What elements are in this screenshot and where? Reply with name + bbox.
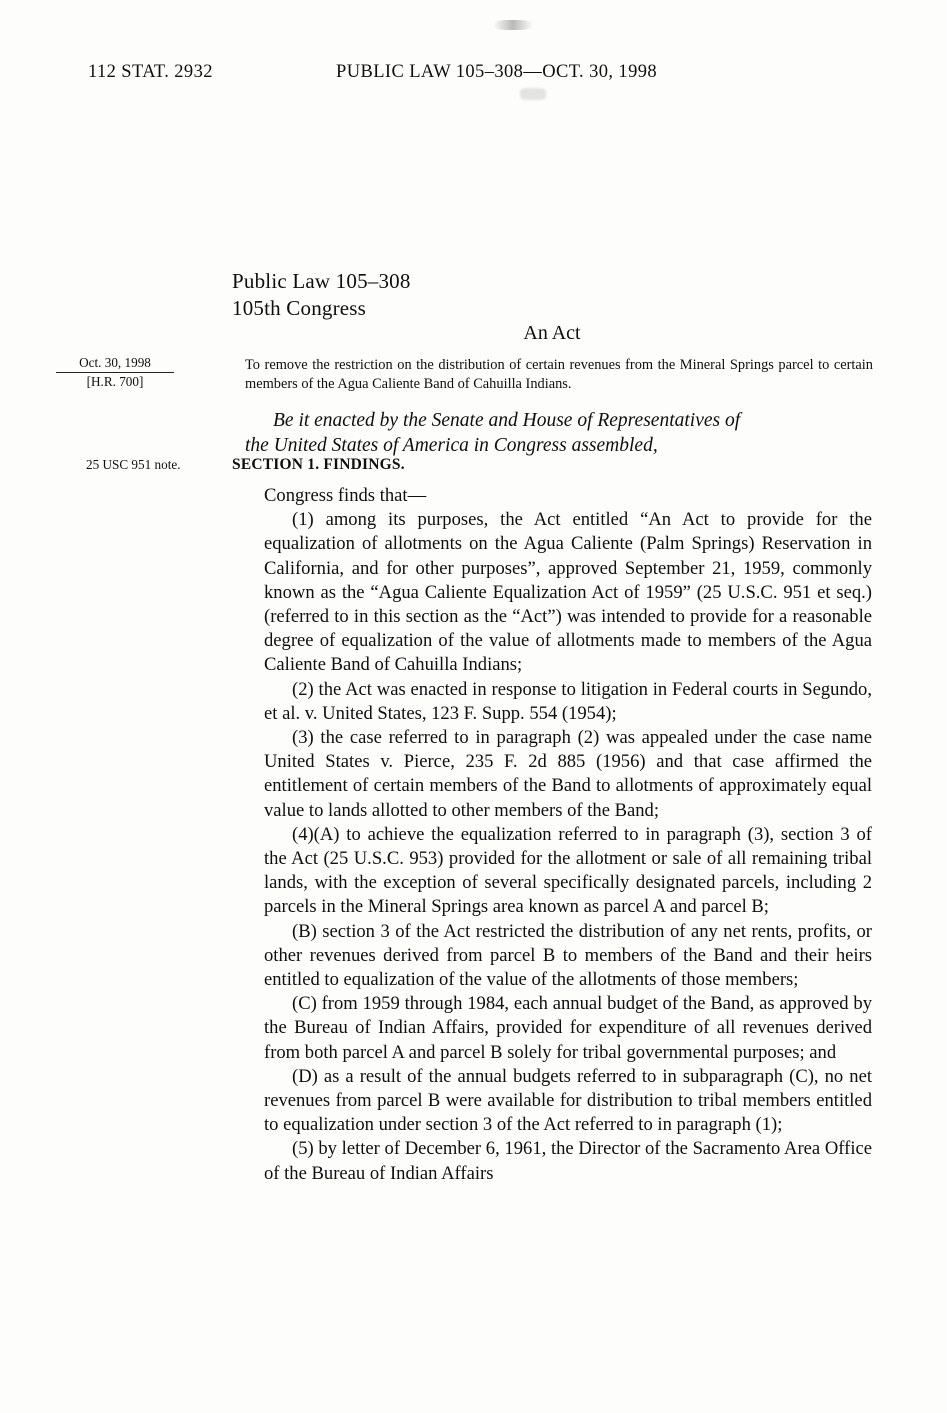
sidenote-usc-note: 25 USC 951 note.	[86, 457, 181, 472]
paragraph: (B) section 3 of the Act restricted the distribution of any net rents, profits, or other revenues derived from parcel B to members of the Band and their heirs entitled to equalization of the value of the allotments of those members;	[264, 920, 872, 991]
paragraph: (C) from 1959 through 1984, each annual budget of the Band, as approved by the Bureau of Indian Affairs, provided for expenditure of all revenues derived from both parcel A and parcel B solely for tribal governmental purposes; and	[264, 993, 872, 1063]
paragraph: (D) as a result of the annual budgets referred to in subparagraph (C), no net revenues from parcel B were available for distribution to tribal members entitled to equalization under section 3 of the Act referred to in paragraph (1);	[264, 1065, 872, 1136]
scan-artifact	[493, 20, 533, 30]
enacting-clause	[245, 408, 873, 458]
paragraph: (2) the Act was enacted in response to litigation in Federal courts in Segundo, et al. v. United States, 123 F. Supp. 554 (1954);	[264, 678, 872, 724]
enacting-clause-line-1: Be it enacted by the Senate and House of Representatives of	[273, 410, 741, 431]
sidenote-bill-number: [H.R. 700]	[86, 374, 144, 389]
section-body	[264, 484, 872, 1186]
paragraph: Congress finds that—	[264, 485, 427, 506]
act-description: To remove the restriction on the distribution of certain revenues from the Mineral Springs parcel to certain members of the Agua Caliente Band of Cahuilla Indians.	[245, 357, 873, 392]
public-law-header: PUBLIC LAW 105–308—OCT. 30, 1998	[336, 62, 658, 82]
scan-artifact	[520, 88, 546, 100]
paragraph: (4)(A) to achieve the equalization referred to in paragraph (3), section 3 of the Act (25 U.S.C. 953) provided for the allotment or sale of all remaining tribal lands, with the exception of several specifically designated parcels, including 2 parcels in the Mineral Springs area known as parcel A and parcel B;	[264, 823, 872, 918]
paragraph: (1) among its purposes, the Act entitled “An Act to provide for the equalization of allotments on the Agua Caliente (Palm Springs) Reservation in California, and for other purposes”, approved September 21, 1959, commonly known as the “Agua Caliente Equalization Act of 1959” (25 U.S.C. 951 et seq.) (referred to in this section as the “Act”) was intended to provide for a reasonable degree of equalization of the value of allotments made to members of the Agua Caliente Band of Cahuilla Indians;	[264, 509, 872, 676]
title-block	[232, 268, 872, 322]
statute-page-number: 112 STAT. 2932	[88, 62, 213, 82]
paragraph: (3) the case referred to in paragraph (2) was appealed under the case name United States v. Pierce, 235 F. 2d 885 (1956) and that case affirmed the entitlement of certain members of the Band to allotments of approximately equal value to lands allotted to other members of the Band;	[264, 727, 872, 821]
public-law-number: Public Law 105–308	[232, 269, 411, 293]
paragraph: (5) by letter of December 6, 1961, the Director of the Sacramento Area Office of the Bureau of Indian Affairs	[264, 1138, 872, 1184]
congress-number: 105th Congress	[232, 296, 367, 320]
enacting-clause-line-2: the United States of America in Congress assembled,	[245, 435, 658, 456]
sidenote-date	[40, 355, 190, 373]
section-heading: SECTION 1. FINDINGS.	[232, 456, 405, 473]
an-act-heading: An Act	[523, 322, 581, 344]
sidenote-date-text: Oct. 30, 1998	[56, 355, 174, 373]
